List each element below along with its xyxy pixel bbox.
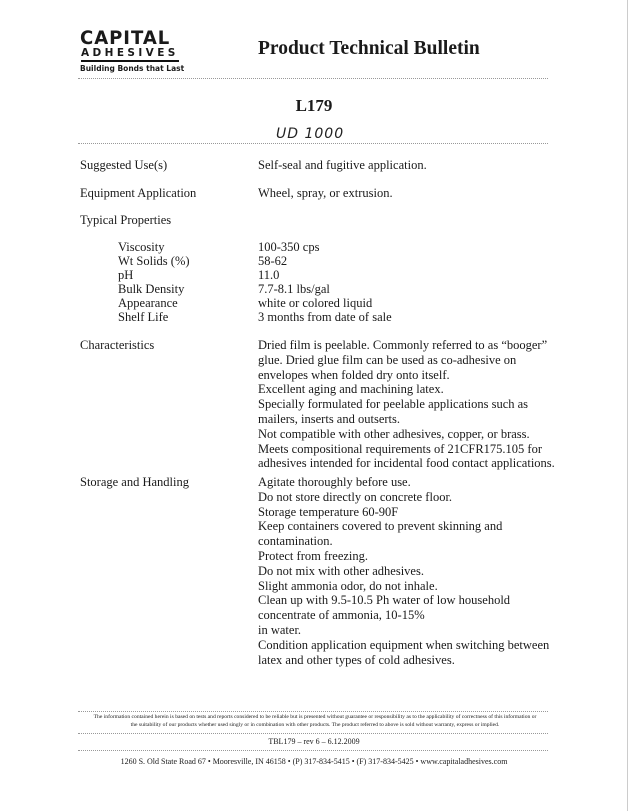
text-line: Specially formulated for peelable applications such as [258,397,529,412]
property-value: 11.0 [258,268,280,282]
text-line: Excellent aging and machining latex. [258,382,444,397]
divider [78,711,548,712]
logo-capital: CAPITAL [80,27,171,49]
divider [78,750,548,751]
property-name: Viscosity [118,240,165,254]
property-name: Bulk Density [118,282,185,296]
property-name: Appearance [118,296,178,310]
text-line: Protect from freezing. [258,548,369,563]
divider [78,143,548,144]
text-line: Do not store directly on concrete floor. [258,489,453,504]
label-storage: Storage and Handling [80,475,190,489]
revision: TBL179 – rev 6 – 6.12.2009 [268,737,360,746]
property-value: 7.7-8.1 lbs/gal [258,282,330,296]
text-line: Meets compositional requirements of 21CFR175.105 for [258,441,542,456]
property-names [118,240,190,324]
text-line: envelopes when folded dry onto itself. [258,367,450,382]
label-suggested-use: Suggested Use(s) [80,158,168,172]
text-line: contamination. [258,534,333,549]
property-value: white or colored liquid [258,296,373,310]
address: 1260 S. Old State Road 67 • Mooresville, IN 46158 • (P) 317-834-5415 • (F) 317-834-5425 • www.capitaladhesives.com [120,757,508,766]
label-characteristics: Characteristics [80,338,155,352]
logo-tagline: Building Bonds that Last [80,64,185,73]
disclaimer: The information contained herein is based on tests and reports considered to be reliable but is presented without guarantee or responsibility as to the applicability of correctness of this information or the suitability of our products whether used singly or in combination with other products. The product referred to above is sold without warranty, express or implied. [93,714,537,728]
property-value: 100-350 cps [258,240,320,254]
text-line: Storage temperature 60-90F [258,504,399,519]
text-line: Slight ammonia odor, do not inhale. [258,578,438,593]
text-line: Do not mix with other adhesives. [258,563,424,578]
value-characteristics [258,338,558,471]
value-storage [258,475,558,667]
text-line: Dried film is peelable. Commonly referred to as “booger” [258,338,548,352]
property-name: Wt Solids (%) [118,254,190,268]
divider [78,78,548,79]
text-line: in water. [258,622,302,637]
property-value: 58-62 [258,254,288,268]
text-line: Not compatible with other adhesives, copper, or brass. [258,426,530,441]
text-line: Clean up with 9.5-10.5 Ph water of low household [258,593,511,608]
property-value: 3 months from date of sale [258,310,392,324]
text-line: Agitate thoroughly before use. [258,475,411,489]
handwritten-note: UD 1000 [276,126,345,142]
property-name: Shelf Life [118,310,169,324]
label-equipment: Equipment Application [80,186,197,200]
label-typical-properties: Typical Properties [80,213,172,227]
logo-adhesives: ADHESIVES [81,47,179,62]
page-title: Product Technical Bulletin [258,38,480,59]
text-line: Keep containers covered to prevent skinning and [258,519,503,534]
text-line: glue. Dried glue film can be used as co-adhesive on [258,352,517,367]
value-equipment: Wheel, spray, or extrusion. [258,186,393,200]
property-values [258,240,558,324]
divider [78,733,548,734]
product-code: L179 [295,96,333,115]
text-line: concentrate of ammonia, 10-15% [258,608,425,623]
value-suggested-use: Self-seal and fugitive application. [258,158,427,172]
text-line: Condition application equipment when switching between [258,637,550,652]
text-line: latex and other types of cold adhesives. [258,652,455,667]
text-line: adhesives intended for incidental food contact applications. [258,456,555,471]
text-line: mailers, inserts and outserts. [258,411,400,426]
property-name: pH [118,268,134,282]
